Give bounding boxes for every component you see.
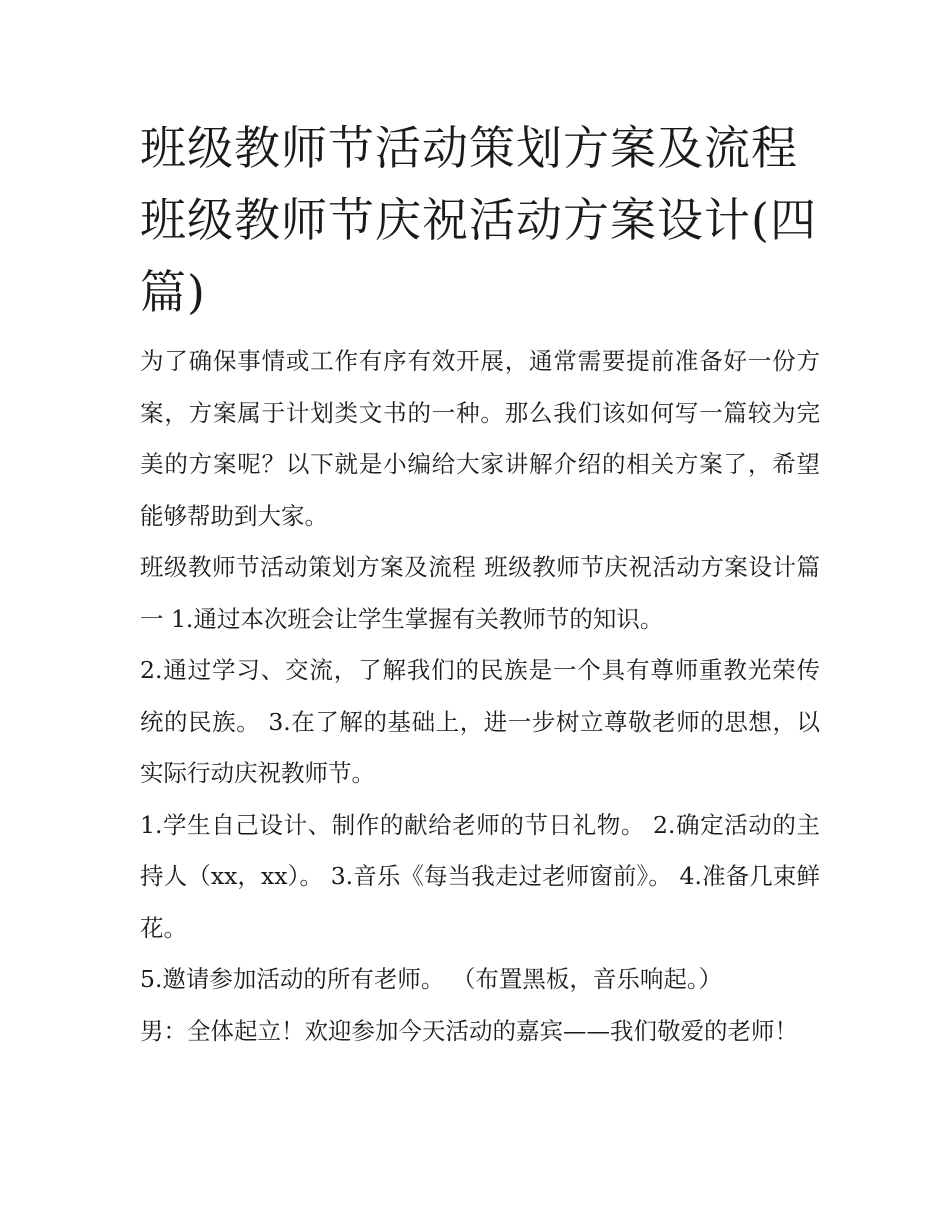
paragraph-part-one: 班级教师节活动策划方案及流程 班级教师节庆祝活动方案设计篇一 1.通过本次班会让学生掌握有关教师节的知识。 — [140, 553, 820, 633]
document-title: 班级教师节活动策划方案及流程 班级教师节庆祝活动方案设计(四篇) — [140, 121, 817, 319]
paragraph-opening-line: 男：全体起立！欢迎参加今天活动的嘉宾——我们敬爱的老师！ — [140, 1016, 798, 1045]
document-page — [140, 112, 820, 1057]
paragraph-intro: 为了确保事情或工作有序有效开展，通常需要提前准备好一份方案，方案属于计划类文书的一种。那么我们该如何写一篇较为完美的方案呢？以下就是小编给大家讲解介绍的相关方案了，希望能够帮助到大家。 — [140, 347, 820, 530]
paragraph-goals: 2.通过学习、交流，了解我们的民族是一个具有尊师重教光荣传统的民族。 3.在了解的基础上，进一步树立尊敬老师的思想，以实际行动庆祝教师节。 — [140, 656, 820, 787]
paragraph-invitation: 5.邀请参加活动的所有老师。 （布置黑板，音乐响起。） — [140, 965, 723, 993]
paragraph-preparation: 1.学生自己设计、制作的献给老师的节日礼物。 2.确定活动的主持人（xx，xx）。 3.音乐《每当我走过老师窗前》。 4.准备几束鲜花。 — [140, 810, 820, 942]
